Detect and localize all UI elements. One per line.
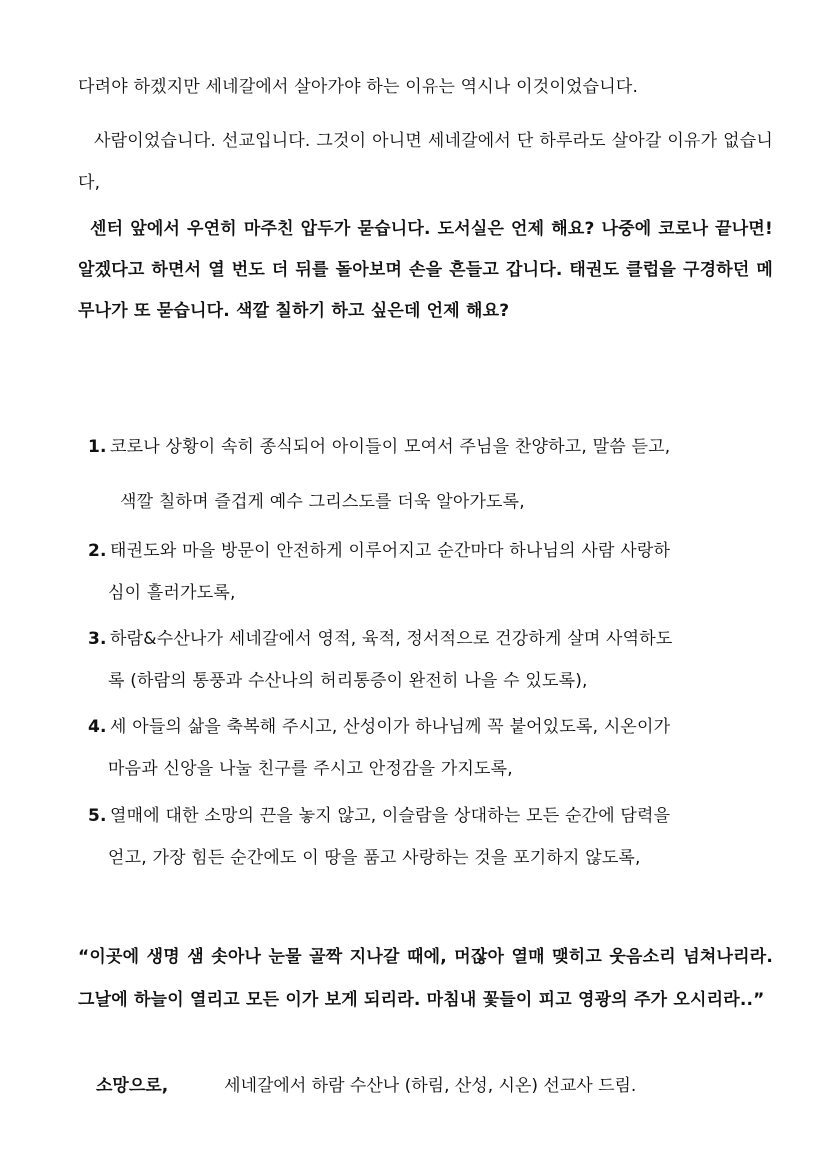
- prayer-item-text: 열매에 대한 소망의 끈을 놓지 않고, 이슬람을 상대하는 모든 순간에 담력을: [110, 806, 671, 826]
- prayer-item-text-continued: 심이 흘러가도록,: [108, 583, 236, 603]
- prayer-item-text-continued: 얻고, 가장 힘든 순간에도 이 땅을 품고 사랑하는 것을 포기하지 않도록,: [108, 848, 641, 868]
- prayer-item-3: [88, 618, 776, 702]
- prayer-item-5: [88, 795, 776, 879]
- paragraph-children-story: 센터 앞에서 우연히 마주친 압두가 묻습니다. 도서실은 언제 해요? 나중에 코로나 끝나면! 알겠다고 하면서 열 번도 더 뒤를 돌아보며 손을 흔들고 갑니다. 태권도 클럽을 구경하던 메무나가 또 묻습니다. 색깔 칠하기 하고 싶은데 언제 해요?: [78, 219, 773, 321]
- prayer-item-2: [88, 530, 776, 614]
- prayer-item-text: 태권도와 마을 방문이 안전하게 이루어지고 순간마다 하나님의 사람 사랑하: [110, 541, 671, 561]
- prayer-item-text: 세 아들의 삶을 축복해 주시고, 산성이가 하나님께 꼭 붙어있도록, 시온이가: [110, 717, 671, 737]
- prayer-item-text-continued: 록 (하람의 통풍과 수산나의 허리통증이 완전히 나을 수 있도록),: [108, 671, 588, 691]
- prayer-item-number: 2.: [88, 541, 107, 561]
- prayer-item-number: 4.: [88, 717, 107, 737]
- prayer-item-text-continued: 마음과 신앙을 나눌 친구를 주시고 안정감을 가지도록,: [108, 759, 513, 779]
- paragraph-intro: 다려야 하겠지만 세네갈에서 살아가야 하는 이유는 역시나 이것이었습니다.: [78, 77, 639, 97]
- prayer-item-number: 1.: [88, 437, 107, 457]
- prayer-item-number: 5.: [88, 806, 107, 826]
- prayer-item-4: [88, 706, 776, 790]
- prayer-item-number: 3.: [88, 629, 107, 649]
- sender-name: 세네갈에서 하람 수산나 (하림, 산성, 시온) 선교사 드림.: [224, 1076, 637, 1096]
- closing-phrase: 소망으로,: [96, 1076, 169, 1096]
- prayer-item-text: 하람&수산나가 세네갈에서 영적, 육적, 정서적으로 건강하게 살며 사역하도: [110, 629, 673, 649]
- prayer-item-1: [88, 426, 776, 523]
- hymn-quote: “이곳에 생명 샘 솟아나 눈물 골짝 지나갈 때에, 머잖아 열매 맺히고 웃음소리 넘쳐나리라. 그날에 하늘이 열리고 모든 이가 보게 되리라. 마침내 꽃들이 피고 영광의 주가 오시리라..”: [78, 947, 773, 1010]
- paragraph-mission: 사람이었습니다. 선교입니다. 그것이 아니면 세네갈에서 단 하루라도 살아갈 이유가 없습니다,: [78, 131, 773, 193]
- prayer-item-text: 코로나 상황이 속히 종식되어 아이들이 모여서 주님을 찬양하고, 말씀 듣고,: [110, 437, 671, 457]
- prayer-item-text-continued: 색깔 칠하며 즐겁게 예수 그리스도를 더욱 알아가도록,: [120, 492, 525, 512]
- signature-line: [96, 1066, 636, 1106]
